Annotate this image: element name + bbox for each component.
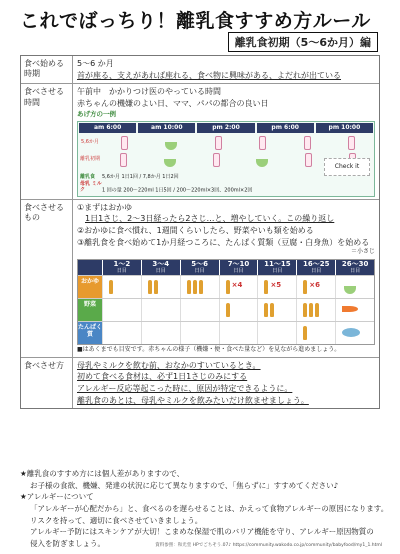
time-cell: am 10:00 — [138, 123, 195, 134]
day-header: 5〜6 日目 — [180, 260, 219, 275]
baby-food-icon — [256, 159, 268, 167]
food-row-vegetables — [78, 298, 374, 321]
row-start — [21, 56, 379, 84]
food-row-label: おかゆ — [78, 276, 102, 298]
note-line: リスクを持って、適切に食べさせていきましょう。 — [30, 515, 203, 525]
spoon-multiplier: ×6 — [309, 281, 321, 290]
note-line: アレルギー予防にはスキンケアが大切！こまめな保湿で肌のバリア機能を守り、アレルギー原因物質の — [30, 527, 374, 537]
start-age: 5〜6 か月 — [77, 59, 114, 68]
bottle-icon — [304, 136, 311, 150]
schedule-times — [78, 122, 374, 135]
source-credit: 資料参照：和光堂 HPでごちそう.07♪ https://community.wakodo.co.jp/community/babyfood/my1_1.html — [155, 543, 382, 548]
spoon-icon — [303, 303, 307, 317]
time-cell: pm 6:00 — [257, 123, 314, 134]
spoon-icon — [315, 303, 319, 317]
spoon-icon — [148, 280, 152, 294]
note-line: ★アレルギーについて — [20, 492, 94, 502]
page-title: これでばっちり！離乳食すすめ方ルール — [20, 10, 371, 32]
chart-note: ■はあくまでも目安です。赤ちゃんの様子（機嫌・便・食べた量など）を見ながら進めましょう。 — [77, 346, 341, 354]
how-3: アレルギー反応等起こった時に、原因が特定できるように。 — [77, 383, 293, 393]
bottle-icon — [121, 136, 128, 150]
what-step-3: ③離乳食を食べ始めて1か月経つころに、たんぱく質類（豆腐・白身魚）を始める — [77, 237, 370, 247]
feeding-schedule — [77, 121, 375, 197]
note-line: 「アレルギーが心配だから」と、食べるのを遅らせることは、かえって食物アレルギーの原因になります。 — [30, 503, 389, 513]
row-what — [21, 200, 379, 358]
bottle-icon — [348, 136, 355, 150]
food-row-label: 野菜 — [78, 299, 102, 321]
row-how — [21, 358, 379, 408]
baby-food-icon — [164, 159, 176, 167]
time-cell: pm 10:00 — [316, 123, 373, 134]
footnotes — [20, 468, 389, 549]
spoon-icon — [187, 280, 191, 294]
how-2: 初めて食べる食材は、必ず1日1さじのみにする — [77, 372, 248, 382]
spoon-unit-legend: ＝小さじ — [350, 248, 375, 256]
legend-food-name: 離乳食 — [80, 174, 96, 181]
spoon-multiplier: ×4 — [231, 281, 243, 290]
spoon-icon — [154, 280, 158, 294]
carrot-icon — [342, 306, 358, 312]
day-header: 7〜10 日目 — [219, 260, 258, 275]
baby-food-icon — [165, 142, 177, 150]
page-subtitle: 離乳食初期（5〜6か月）編 — [228, 32, 378, 52]
spoon-icon — [303, 326, 307, 340]
time-cell: pm 2:00 — [197, 123, 254, 134]
spoon-icon — [264, 280, 268, 294]
day-header: 3〜4 日目 — [141, 260, 180, 275]
schedule-legend — [80, 174, 350, 194]
day-header: 11〜15 日目 — [257, 260, 296, 275]
spoon-icon — [226, 303, 230, 317]
note-line: お子様の食欲、機嫌、発達の状況に応じて異なりますので、「焦らずに」すすめてください♪ — [30, 480, 339, 490]
row-how-label: 食べさせ方 — [21, 358, 73, 408]
row-when-label: 食べさせる時間 — [21, 84, 73, 199]
spoon-icon — [109, 280, 113, 294]
day-header: 26〜30 日目 — [335, 260, 374, 275]
when-day: 赤ちゃんの機嫌のよい日、ママ、パパの都合の良い日 — [77, 98, 269, 108]
note-line: ★離乳食のすすめ方には個人差がありますので、 — [20, 469, 185, 478]
bottle-icon — [259, 136, 266, 150]
legend-milk-name: 母乳 ミルク — [80, 180, 102, 194]
spoon-icon — [270, 303, 274, 317]
row-what-label: 食べさせるもの — [21, 200, 73, 357]
spoon-icon — [303, 280, 307, 294]
time-cell: am 6:00 — [79, 123, 136, 134]
food-row-protein — [78, 321, 374, 344]
bottle-icon — [305, 153, 312, 167]
day-header: 1〜2 日目 — [102, 260, 141, 275]
spoon-icon — [226, 280, 230, 294]
bottle-icon — [215, 136, 222, 150]
bottle-icon — [213, 153, 220, 167]
bowl-icon — [344, 286, 356, 294]
food-progress-chart — [77, 259, 375, 345]
row-when — [21, 84, 379, 200]
when-time: 午前中 かかりつけ医のやっている時間 — [77, 87, 221, 97]
spoon-icon — [193, 280, 197, 294]
food-row-porridge — [78, 275, 374, 298]
spoon-icon — [309, 303, 313, 317]
schedule-row-label: 5,6か月 — [81, 139, 99, 146]
how-1: 母乳やミルクを飲む前、おなかのすいているとき。 — [77, 360, 261, 370]
row-start-label: 食べ始める時期 — [21, 56, 73, 83]
what-step-1-detail: 1日1さじ、2〜3日経ったら2さじ…と、増やしていく。この繰り返し — [85, 214, 335, 224]
note-line: 侵入を防ぎましょう。 — [30, 538, 105, 548]
what-step-2: ②おかゆに食べ慣れ、1週間くらいしたら、野菜やいも類を始める — [77, 225, 314, 235]
what-step-1: ①まずはおかゆ — [77, 202, 133, 212]
spoon-icon — [264, 303, 268, 317]
schedule-row-1 — [78, 134, 374, 151]
check-it-note: Check it — [324, 158, 370, 176]
how-4: 離乳食のあとは、母乳やミルクを飲みたいだけ飲ませましょう。 — [77, 395, 309, 405]
schedule-title: あげ方の一例 — [77, 110, 116, 119]
legend-food-text: 5,6か月 1日1回 / 7,8か月 1日2回 — [102, 174, 179, 181]
legend-milk-text: 1 回の量 200〜220ml 1日5回 / 200〜220ml×3回、200ml×2回 — [102, 187, 253, 194]
food-row-label: たんぱく質 — [78, 322, 102, 344]
fish-icon — [342, 328, 360, 337]
rules-table — [20, 55, 380, 409]
start-signs: 首が座る、支えがあれば座れる、食べ物に興味がある、よだれが出ている — [77, 70, 341, 80]
bottle-icon — [120, 153, 127, 167]
spoon-icon — [199, 280, 203, 294]
schedule-row-label: 離乳初期 — [79, 156, 100, 163]
spoon-multiplier: ×5 — [270, 281, 282, 290]
day-header: 16〜25 日目 — [296, 260, 335, 275]
